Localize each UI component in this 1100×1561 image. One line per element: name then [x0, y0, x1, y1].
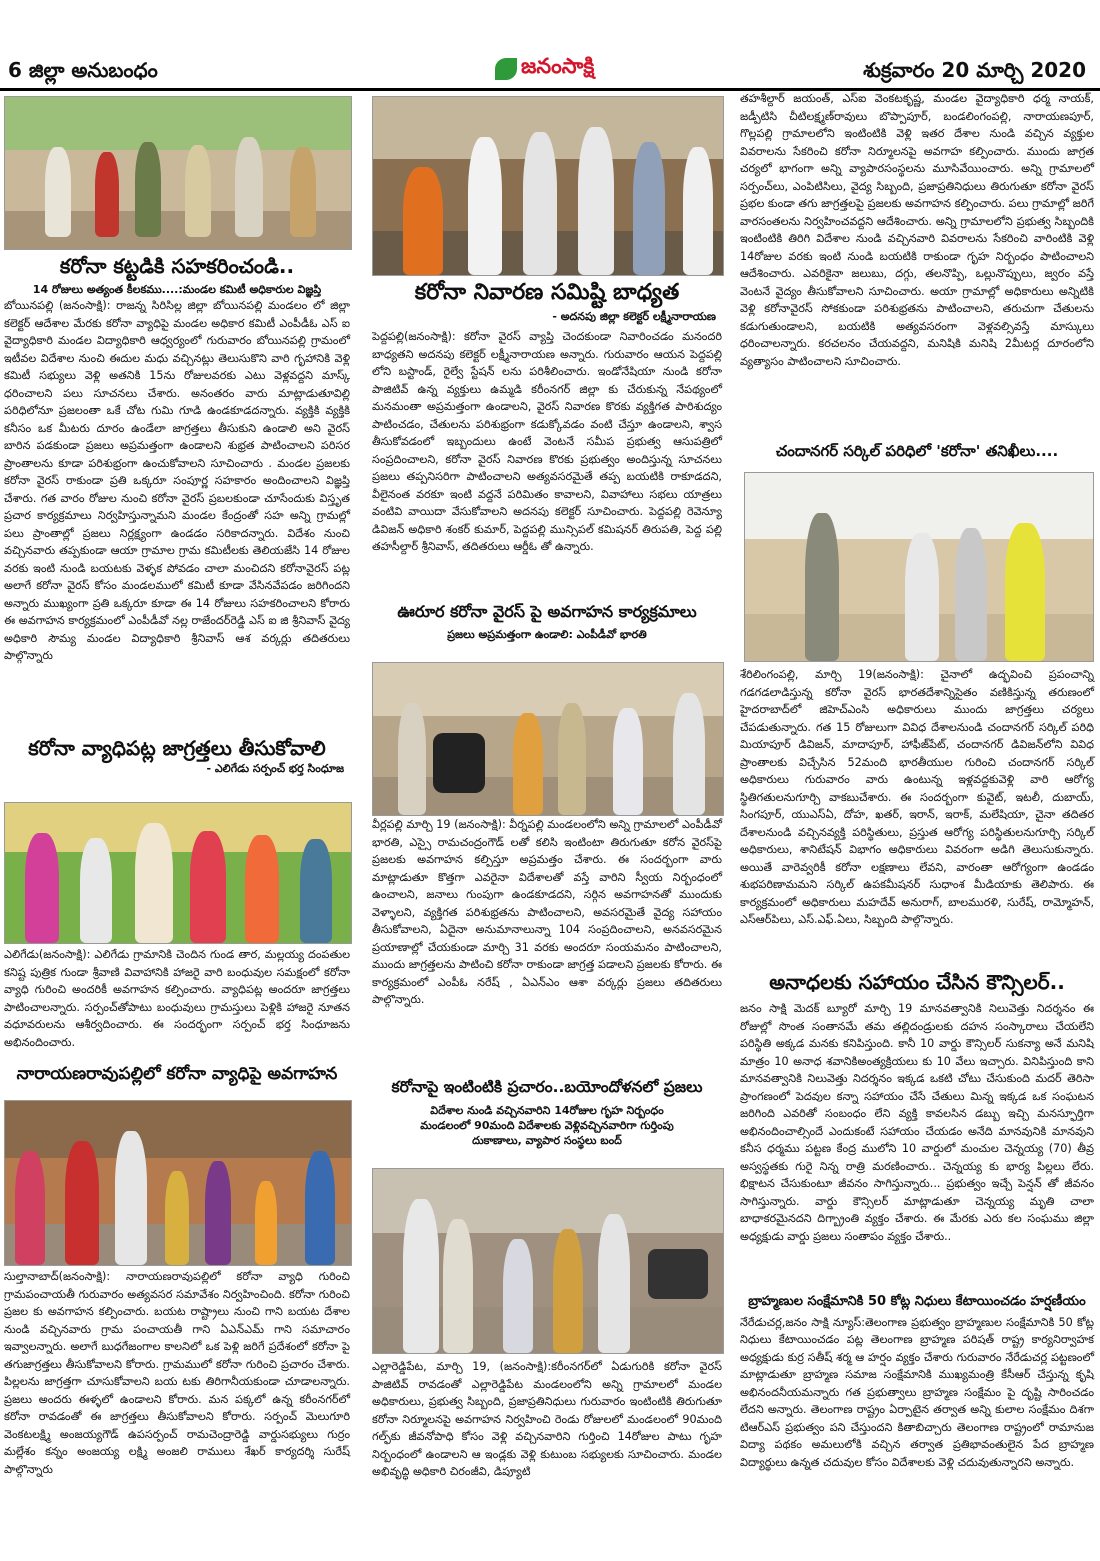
body-a1: బోయినపల్లి (జనంసాక్షి): రాజన్న సిరిసిల్ల జిల్లా బోయినపల్లి మండలం లో జిల్లా కలెక్టర్ ఆదేశాల మేరకు కరోనా వ్యాధిపై మండల అధికార కమిటీ ఎంపీడీఓ ఎస్ ఐ వైద్యాధికారి మండల విద్యాధికారి ఆధ్వర్యంలో గురువారం బోయినపల్లి గ్రామంలో ఇటీవల విదేశాల నుంచి ఈదుల మధు వచ్చినట్లు తెలుసుకొని వారి గృహానికి వెళ్లి కమిటీ సభ్యులు వెళ్లి అతనికి 15ను రోజులవరకు ఎటు వెళ్లవద్దని మాస్క్ ధరించాలని పలు సూచనలు చేశారు. అనంతరం వారు మాట్లాడుతూవిల్లి పరిధిలోనూ ప్రజలంతా ఒకే చోట గుమి గూడి ఉండకూడదన్నారు. వ్యక్తికి వ్యక్తికి కనీసం ఒక మీటరు దూరం ఉండేలా జాగ్రత్తలు తీసుకుని ఉండాలి అని వైరస్ బారిన పడకుండా ప్రజలు అప్రమత్తంగా ఉండాలని శుభ్రత పాటించాలని పరిసర ప్రాంతాలను కూడా పరిశుభ్రంగా ఉంచుకోవాలని సూచించారు . మండల ప్రజలకు కరోనా వైరస్ రాకుండా ప్రతి ఒక్కరూ సంపూర్ణ సహకారం అందించాలని విజ్ఞప్తి చేశారు. గత వారం రోజుల నుంచి కరోనా వైరస్ ప్రబలకుండా చూసేందుకు విస్తృత ప్రచార కార్యక్రమాలు నిర్వహిస్తున్నామని మండల కేంద్రంతో సహ అన్ని గ్రామల్లో పలు ప్రాంతాల్లో ప్రజలు నిర్లక్ష్యంగా ఉండడం సరికాదన్నారు. విదేశం నుంచి వచ్చినవారు తప్పకుండా ఆయా గ్రామాల గ్రామ కమిటీలకు తెలియజేసి 14 రోజుల వరకు ఇంటి నుండి బయటకు వెళ్ళక పోవడం చాలా మంచిదని కరోనావైరస్ పట్ల అలాగే కరోనా వైరస్ కోసం మండలములో కమిటీ కూడా వేసినవేపడం జరిగిందని అన్నారు ముఖ్యంగా ప్రతి ఒక్కరూ కూడా ఈ 14 రోజులు సహకరించాలని కోరారు ఈ అవగాహన కార్యక్రమంలో ఎంపీడీవో నల్ల రాజేందర్‌రెడ్డి ఎస్ ఐ జి శ్రీనివాస్ వైద్య అధికారి సౌమ్య మండల విద్యాధికారి శ్రీనివాస్ ఆశ వర్కర్లు తదితరులు పాల్గొన్నారు — [4, 299, 350, 662]
photo-village-meeting — [4, 1100, 352, 1266]
headline-a6: కరోనాపై ఇంటింటికి ప్రచారం..బయోందోళనలో ప్రజలు — [391, 1078, 703, 1096]
headline-a1: కరోనా కట్టడికి సహకరించండి.. — [59, 254, 295, 278]
column-left — [4, 96, 352, 1556]
masthead-logo — [495, 54, 615, 86]
headline-a3: నారాయణరావుపల్లిలో కరోనా వ్యాధిపై అవగాహన — [16, 1064, 338, 1084]
column-middle — [372, 96, 724, 1556]
photo-yellareddypet-door-to-door — [372, 1168, 724, 1354]
body-a4: పెద్దపల్లి(జనంసాక్షి): కరోనా వైరస్ వ్యాప్తి చెందకుండా నివారించడం మనందరి బాధ్యతని అదనపు కలెక్టర్ లక్ష్మీనారాయణ అన్నారు. గురువారం ఆయన పెద్దపల్లి లోని బస్టాండ్, రైల్వే స్టేషన్ లను పరిశీలించారు. ఇండోనేషియా నుండి కరోనా పాజిటివ్ ఉన్న వ్యక్తులు ఉమ్మడి కరీంనగర్ జిల్లా కు చేరుకున్న నేపథ్యంలో మనమంతా అప్రమత్తంగా ఉండాలని, వైరస్ నివారణ కొరకు వ్యక్తిగత పారిశుద్యం పాటించడం, చేతులను పరిశుభ్రంగా కడుక్కోవడం వంటి చేస్తూ ఉండాలని, శ్వాస తీసుకోవడంలో ఇబ్బందులు ఉంటే వెంటనే సమీప ప్రభుత్వ ఆసుపత్రిలో సంప్రదించాలని, కరోనా వైరస్ నివారణ కొరకు ప్రభుత్వం అందిస్తున్న సూచనలు ప్రజలు తప్పనిసరిగా పాటించాలని అత్యవసరమైతే తప్ప బయటికి రాకూడదని, వీలైనంత వరకూ ఇంటి వద్దనే పరిమితం కావాలని, వివాహాలు సభలు యాత్రలు వంటివి వాయిదా వేసుకోవాలని అదనపు కలెక్టర్ సూచించారు. పెద్దపల్లి రెవెన్యూ డివిజన్ అధికారి శంకర్ కుమార్, పెద్దపల్లి మున్సిపల్ కమిషనర్ తిరుపతి, పెద్ద పల్లి తహసీల్దార్ శ్రీనివాస్, తదితరులు ఆర్డీఓ తో ఉన్నారు. — [372, 330, 722, 554]
photo-officials-village — [4, 96, 352, 250]
logo-text: జనంసాక్షి — [521, 54, 595, 78]
headline-a10: బ్రాహ్మణుల సంక్షేమానికి 50 కోట్ల నిధులు కేటాయించడం హర్షణీయం — [748, 1294, 1086, 1309]
byline-a4: - అదనపు జిల్లా కలెక్టర్ లక్ష్మీనారాయణ — [552, 310, 716, 324]
subhead-a6-1: విదేశాల నుండి వచ్చినవారిని 14రోజుల గృహ నిర్బంధం — [430, 1103, 664, 1117]
column-right — [740, 90, 1096, 1556]
body-a10: నేరేడుచర్ల,జనం సాక్షి న్యూస్:తెలంగాణ ప్రభుత్వం బ్రాహ్మణుల సంక్షేమానికి 50 కోట్ల నిధులు కేటాయించడం పట్ల తెలంగాణ బ్రాహ్మణ పరిషత్ రాష్ట్ర కార్యనిర్వాహక అధ్యక్షుడు కుర్ర సతీష్ శర్మ ఆ హర్షం వ్యక్తం చేశారు గురువారం నేరేడుచర్ల పట్టణంలో మాట్లాడుతూ బ్రాహ్మణ సమాజ సంక్షేమానికి ముఖ్యమంత్రి కేసీఆర్ చేస్తున్న కృషి అభినందనీయమన్నారు గత ప్రభుత్వాలు బ్రాహ్మణ సంక్షేమం పై దృష్టి సారించడం లేదని అన్నారు. తెలంగాణ రాష్ట్రం ఏర్పాటైన తర్వాత అన్ని కులాల సంక్షేమం దిశగా టిఆర్ఎస్ ప్రభుత్వం పని చేస్తుందని కితాబిచ్చారు తెలంగాణ రాష్ట్రంలో రామానుజ విద్యా పథకం అమలులోకి వచ్చిన తర్వాత ప్రతిభావంతులైన పేద బ్రాహ్మణ విద్యార్థులు ఉన్నత చదువుల కోసం విదేశాలకు వెళ్లి చదువుతున్నారని అన్నారు. — [740, 1315, 1094, 1469]
photo-chandanagar-inspection — [744, 472, 1094, 662]
headline-a4: కరోనా నివారణ సమిష్టి బాధ్యత — [414, 280, 680, 305]
page-number-label: 6 జిల్లా అనుబంధం — [8, 58, 158, 82]
body-a6: ఎల్లారెడ్డిపేట, మార్చి 19, (జనంసాక్షి):కరీంనగర్‌లో ఏడుగురికి కరోనా వైరస్ పాజిటివ్ రావడంతో ఎల్లారెడ్డిపేట మండలంలోని అన్ని గ్రామాలలో మండల అధికారులు, ప్రభుత్వ సిబ్బంది, ప్రజాప్రతినిధులు గురువారం ఇంటింటికి తిరుగుతూ కరోనా నిర్మూలనపై అవగాహన నిర్వహించి రెండు రోజులలో మండలంలో 90మంది గల్ఫ్‌కు జీవనోపాధి కోసం వెళ్లి వచ్చినవారిని గుర్తించి 14రోజుల పాటు గృహ నిర్బంధంలో ఉండాలని ఆ ఇండ్లకు వెళ్లి కుటుంబ సభ్యులకు సూచించారు. మండల అభివృద్ధి అధికారి చిరంజీవి, డిప్యూటి — [372, 1360, 722, 1478]
body-a2: ఎలిగేడు(జనంసాక్షి): ఎలిగేడు గ్రామానికి చెందిన గుండ తార, మల్లయ్య దంపతుల కనిష్ట పుత్రిక గుండా శ్రీవాణి వివాహానికి హాజరై వారి బంధువుల సమక్షంలో కరోనా వ్యాధి గురించి అందరికీ అవగాహన కల్పించారు. వ్యాధిపట్ల అందరూ జాగ్రత్తలు పాటించాలన్నారు. సర్పంచ్‌తోపాటు బంధువులు గ్రామస్తులు పెళ్లికి హాజరై నూతన వధూవరులను ఆశీర్వదించారు. ఈ సందర్భంగా సర్పంచ్ భర్త సింధూజను అభినందించారు. — [4, 948, 350, 1049]
photo-bus-stand-inspection — [372, 96, 724, 276]
leaf-icon — [495, 58, 517, 80]
issue-date: శుక్రవారం 20 మార్చి 2020 — [863, 58, 1086, 82]
headline-a2: కరోనా వ్యాధిపట్ల జాగ్రత్తలు తీసుకోవాలి — [28, 736, 326, 760]
page-header — [0, 52, 1100, 92]
subhead-a6-2: మండలంలో 90మంది విదేశాలకు వెళ్లివచ్చినవారిగా గుర్తింపు — [420, 1118, 674, 1132]
body-a3: సుల్తానాబాద్(జనంసాక్షి): నారాయణరావుపల్లిలో కరోనా వ్యాధి గురించి గ్రామపంచాయతీ గురువారం అత్యవసర సమావేశం నిర్వహించింది. కరోనా గురించి ప్రజల కు అవగాహన కల్పించారు. బయట రాష్ట్రాలు నుంచి గాని బయట దేశాల నుండి వచ్చినవారు గ్రామ పంచాయతీ గాని ఏఎన్‌ఎమ్ గాని సమాచారం ఇవ్వాలన్నారు. అలాగే బుధగేజంగాల కాలనిలో ఒక పెళ్లి జరిగే ప్రదేశంలో కరోనా పై తగుజాగ్రత్తలు తీసుకోవాలని కోరారు. గ్రామములో కరోనా గురించి ప్రచారం చేశారు. పిల్లలను జాగ్రత్తగా చూసుకోవాలని బయ టకు తిరిగానీయకుండా చూడాలన్నారు. ప్రజలు అందరు ఈళ్ళలో ఉండాలని కోరారు. మన పక్కలో ఉన్న కరీంనగర్‌లో కరోనా రావడంతో ఈ జాగ్రత్తలు తీసుకోవాలని కోరారు. సర్పంచ్ మెలుగూరి వెంకటలక్ష్మి అంజయ్యగౌడ్ ఉపసర్పంచ్ రామచెంద్రారెడ్డి వార్డుసభ్యులు గుర్రం మల్లేశం కన్నం అంజయ్య లక్ష్మి అంజలి రాములు శేఖర్ కార్యదర్శి సురేష్ పాల్గొన్నారు — [4, 1270, 350, 1476]
headline-a8: చందానగర్ సర్కిల్ పరిధిలో 'కరోనా' తనిఖీలు.... — [775, 442, 1059, 460]
body-a9: జనం సాక్షి మెదక్ బ్యూరో మార్చి 19 మానవత్వానికి నిలువెత్తు నిదర్శనం ఈ రోజుల్లో సొంత సంతానమే తమ తల్లిదండ్రులకు దహన సంస్కారాలు చేయలేని పరిస్థితి అక్కడ మనకు కనిపిస్తుంది. కానీ 10 వార్డు కౌన్సిలర్ సుకన్యా అనే మనిషి మాత్రం 10 అనాధ శవానికిఅంత్యక్రియలు కు 10 వేలు ఇచ్చారు. వినిపిస్తుంది కాని మానవత్వానికి నిలువెత్తు నిదర్శనం ఇక్కడ ఒకటి చోటు చేసుకుంది మదర్ తెరిసా ప్రాంగణంలో పెదవుల కన్నా సహాయం చేసే చేతులు మిన్న ఇక్కడ ఒక సంఘటన జరిగింది ఎవరితో సంబంధం లేని వ్యక్తి కావలసిన డబ్బు ఇచ్చి మనస్ఫూర్తిగా అభినందించాల్సిందే ఎందుకంటే సహాయం చేయడం అనేది మానవునికి మానవుని కనీస ధర్మము పట్టణ కేంద్ర ములోని 10 వార్డులో మంచుల చెన్నయ్య (70) తీవ్ర అస్వస్థతకు గురై నిన్న రాత్రి మరణించారు.. చెన్నయ్య కు భార్య పిల్లలు లేరు. భిక్షాటన చేసుకుంటూ జీవనం సాగిస్తున్నారు... ప్రభుత్వం ఇచ్చే పెన్షన్ తో జీవనం సాగిస్తున్నారు. వార్డు కౌన్సిలర్ మాట్లాడుతూ చెన్నయ్య మృతి చాలా బాధాకరమైనదని దిగ్బ్రాంతి వ్యక్తం చేశారు. ఈ మేరకు ఎరు కల సంఘము జిల్లా అధ్యక్షుడు వార్డు ప్రజలు సంతాపం వ్యక్తం చేశారు.. — [740, 1002, 1094, 1243]
body-a8: శేరిలింగంపల్లి, మార్చి 19(జనంసాక్షి): చైనాలో ఉద్భవించి ప్రపంచాన్ని గడగడలాడిస్తున్న కరోనా వైరస్ భారతదేశాన్నిసైతం వణికిస్తున్న తరుణంలో హైదరాబాద్‌లో జిహెచ్‌ఎంసి అధికారులు ముందు జాగ్రత్తలు చర్యలు చేపడుతున్నారు. గత 15 రోజులుగా వివిధ దేశాలనుండి చందానగర్ సర్కిల్ పరిధి మియాపూర్ డివిజన్, మాదాపూర్, హాఫీజ్‌పేట్, చందానగర్ డివిజన్‌లోని వివిధ ప్రాంతాలకు విచ్చేసిన 52మంది భారతీయుల గురించి చందానగర్ సర్కిల్ అధికారులు గురువారం వారు ఉంటున్న ఇళ్లవద్దకువెళ్లి వారి ఆరోగ్య స్థితిగతులనుగూర్చి వాకబుచేశారు. ఈ సందర్బంగా కువైట్, ఇటలీ, దుబాయ్, సింగపూర్, యుఎస్ఏ, దోహ, ఖతర్, ఇరాన్, ఇరాక్, మలేషియా, చైనా తదితర దేశాలనుండి వచ్చినవ్యక్తి పరిస్థితులు, ప్రస్తుత ఆరోగ్య పరిస్థితులనుగూర్చి సర్కిల్ అధికారులు, శానిటేషన్ విభాగం అధికారులు వివరంగా అడిగి తెలుసుకున్నారు. అయితే వారెవ్వరికీ కరోనా లక్షణాలు లేవని, వారంతా ఆరోగ్యంగా ఉండడం శుభపరిణామమని సర్కిల్ ఉపకమీషనర్ సుధాంశ మీడియాకు తెలిపారు. ఈ కార్యక్రమంలో అధికారులు మహదేవ్ అనురాగ్, బాలమురళి, సురేష్, రామ్మోహన్, ఎస్‌ఆర్‌పిలు, ఎస్.ఎఫ్.ఏలు, సిబ్బంది పాల్గొన్నారు. — [740, 668, 1094, 926]
byline-a2: - ఎలిగేడు సర్పంచ్ భర్త సింధూజ — [206, 762, 344, 775]
photo-veerlapalli-awareness — [372, 662, 724, 816]
subhead-a5: ప్రజలు అప్రమత్తంగా ఉండాలి: ఎంపీడీవో భారతి — [447, 628, 647, 642]
body-a7: తహశీల్దార్ జయంత్, ఎస్ఐ వెంకటకృష్ణ, మండల వైద్యాధికారి ధర్మ నాయక్, జడ్పీటిసి చీటిలక్ష్మణ్‌రావులు బొప్పాపూర్, బండలింగంపల్లి, నారాయణపూర్, గొల్లపల్లి గ్రామాలలోని ఇంటింటికి వెళ్లి ఇతర దేశాల నుండి వచ్చిన వ్యక్తుల వివరాలను సేకరించి కరోనా నిర్మూలనపై అవగాహ కల్పించారు. ముందు జాగ్రత చర్యలో భాగంగా అన్ని వ్యాపారసంస్థలను మూసివేయించారు. అన్ని గ్రామాలలో సర్పంచ్‌లు, ఎంపిటిసిలు, వైద్య సిబ్బంది, ప్రజాప్రతినిధులు తిరుగుతూ కరోనా వైరస్ ప్రభల కుండా తగు జాగ్రత్తలపై ప్రజలకు అవగాహన కల్పించారు. పలు గ్రామాల్లో జరిగే వారసంతలను నిర్వహించవద్దని ఆదేశించారు. అన్ని గ్రామాలలోని ప్రభుత్వ సిబ్బందికి ఇంటింటికి తిరిగి విదేశాల నుండి వచ్చినవారి వివరాలను సేకరించి వారింటికి వెళ్లి 14రోజుల వరకు ఇంటి నుండి బయటికి రాకుండా గృహ నిర్బంధం పాటించాలని ఆదేశించారు. ఎవరికైనా జలుబు, దగ్గు, తలనొప్పి, ఒల్లునొప్పులు, జ్వరం వస్తే వెంటనే వైద్యం తీసుకోవాలని సూచించారు. అయా గ్రామాల్లో అధికారులు అన్నిటికి వెళ్లి కరోనావైరస్ సోకకుండా పరిశుభ్రతను పాటించాలని, తరుచుగా చేతులను కడుగుతుండాలని, బయటికి అత్యవసరంగా వెళ్లవల్సివస్తే మాస్కులు ధరించాలన్నారు. కరచలనం చేయవద్దని, మనిషికి మనిషి 2మీటర్ల దూరంలోని వ్యత్యాసం పాటించాలని సూచించారు. — [740, 92, 1094, 368]
photo-wedding — [4, 802, 352, 944]
headline-a5: ఊరూర కరోనా వైరస్ పై అవగాహన కార్యక్రమాలు — [397, 602, 697, 621]
headline-a9: అనాధలకు సహాయం చేసిన కౌన్సిలర్.. — [769, 970, 1065, 994]
subhead-a6-3: దుకాణాలు, వ్యాపార సంస్థలు బంద్ — [472, 1133, 622, 1147]
body-a5: వీర్లపల్లి మార్చి 19 (జనంసాక్షి): వీర్నపల్లి మండలంలోని అన్ని గ్రామాలలో ఎంపీడీవో భారతి, ఎస్సై రామచంద్రంగౌడ్ లతో కలిసి ఇంటింటా తిరుగుతూ కరోన వైరస్‌పై ప్రజలకు అవగాహన కల్పిస్తూ అప్రమత్తం చేశారు. ఈ సందర్బంగా వారు మాట్లాడుతూ కొత్తగా ఎవరైనా విదేశాలతో వస్తే వారిని స్వీయ నిర్బంధంలో ఉంచాలని, జనాలు గుంపుగా ఉండకూడదని, సర్గిన అవగాహనతో ముందుకు వెళ్ళాలని, వ్యక్తిగత పరిశుభ్రతను పాటించాలని, అవసరమైతే వైద్య సహాయం తీసుకోవాలని, ఏదైనా అనుమానాలున్నా 104 సంప్రదించాలని, అనవసరమైన ప్రయాణాల్లో చేయకుండా మార్చి 31 వరకు అందరూ సంయమనం పాటించాలని, ముందు జాగ్రత్తలను పాటించి కరోనా రాకుండా జాగ్రత్త పడాలని ప్రజలకు కోరారు. ఈ కార్యక్రమంలో ఎంపీఓ నరేష్ , ఏఎన్‌ఎం ఆశా వర్కర్లు ప్రజలు తదితరులు పాల్గొన్నారు. — [372, 818, 722, 1006]
subhead-a1: 14 రోజులు అత్యంత కీలకము....:మండల కమిటీ అధికారుల విజ్ఞప్తి — [32, 283, 322, 296]
